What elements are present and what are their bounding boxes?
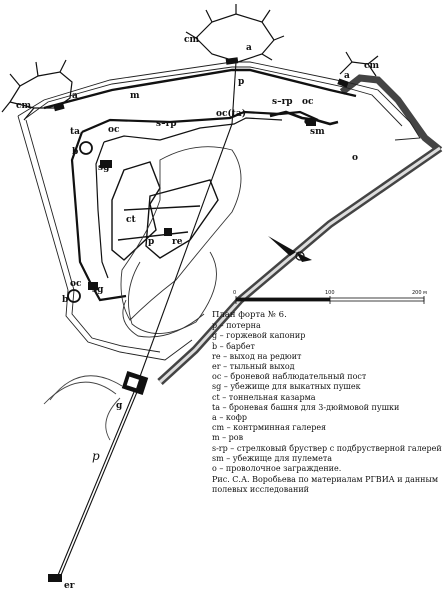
label-sm: sm — [310, 127, 325, 137]
legend-item: oc – броневой наблюдательный пост — [212, 372, 367, 382]
label-s-rp-2: s–rp — [272, 97, 293, 107]
label-ta: ta — [70, 127, 80, 137]
label-b-2: b — [62, 295, 69, 305]
scale-zero-label: 0 — [233, 290, 237, 296]
label-oc-ta: oc(ta) — [216, 109, 246, 119]
scale-end-label: 200 м — [412, 290, 427, 296]
legend-item: g – горжевой капонир — [212, 331, 306, 341]
legend-item: s-rp – стрелковый бруствер с подбрустверной галерей — [212, 443, 442, 453]
label-o: o — [352, 153, 359, 163]
label-ct: ct — [126, 215, 136, 225]
label-re: re — [172, 237, 183, 247]
label-b-1: b — [72, 147, 79, 157]
legend-item: ta – броневая башня для 3-дюймовой пушки — [212, 402, 400, 412]
countermine-gallery-left — [2, 60, 72, 120]
rear-exit — [48, 574, 62, 582]
label-oc-5: oc — [304, 117, 316, 127]
legend-item: b – барбет — [212, 341, 255, 351]
legend-item: cm – контрминная галерея — [212, 423, 327, 433]
label-g: g — [116, 401, 123, 411]
label-er: er — [64, 581, 75, 591]
legend — [212, 310, 448, 496]
figure-caption: Рис. С.А. Воробьева по материалам РГВИА и данным полевых исследований — [212, 475, 439, 495]
label-s-rp-1: s–rp — [156, 119, 177, 129]
label-a-top: a — [246, 43, 252, 53]
label-sg-2: sg — [92, 285, 104, 295]
label-a-right: a — [344, 71, 350, 81]
legend-item: m – ров — [212, 433, 244, 443]
legend-item: a – кофр — [212, 413, 248, 423]
label-a-left: a — [72, 91, 78, 101]
label-cm-top: cm — [184, 35, 200, 45]
label-p-low: p — [92, 449, 100, 463]
label-oc-1: oc — [108, 125, 120, 135]
label-oc-3: oc — [302, 97, 314, 107]
legend-item: o – проволочное заграждение. — [212, 464, 342, 474]
label-p-top: p — [238, 77, 245, 87]
legend-item: re – выход на редюит — [212, 351, 302, 361]
legend-item: p – потерна — [212, 321, 261, 331]
rear-road — [44, 376, 122, 440]
inner-yard — [112, 162, 218, 260]
countermine-gallery-top — [186, 4, 284, 62]
legend-item: sg – убежище для выкатных пушек — [212, 382, 361, 392]
legend-title: План форта № 6. — [212, 310, 287, 320]
label-cm-left: cm — [16, 101, 32, 111]
label-cm-right: cm — [364, 61, 380, 71]
legend-item: ct – тоннельная казарма — [212, 392, 316, 402]
label-oc-4: oc — [70, 279, 82, 289]
label-m: m — [130, 91, 140, 101]
postern-line — [56, 62, 236, 580]
label-sg-1: sg — [98, 163, 110, 173]
legend-item: sm – убежище для пулемета — [212, 453, 333, 463]
scale-mid-label: 100 — [325, 290, 335, 296]
label-p-mid: p — [148, 237, 155, 247]
scale-bar — [236, 296, 424, 304]
legend-item: er – тыльный выход — [212, 362, 295, 372]
